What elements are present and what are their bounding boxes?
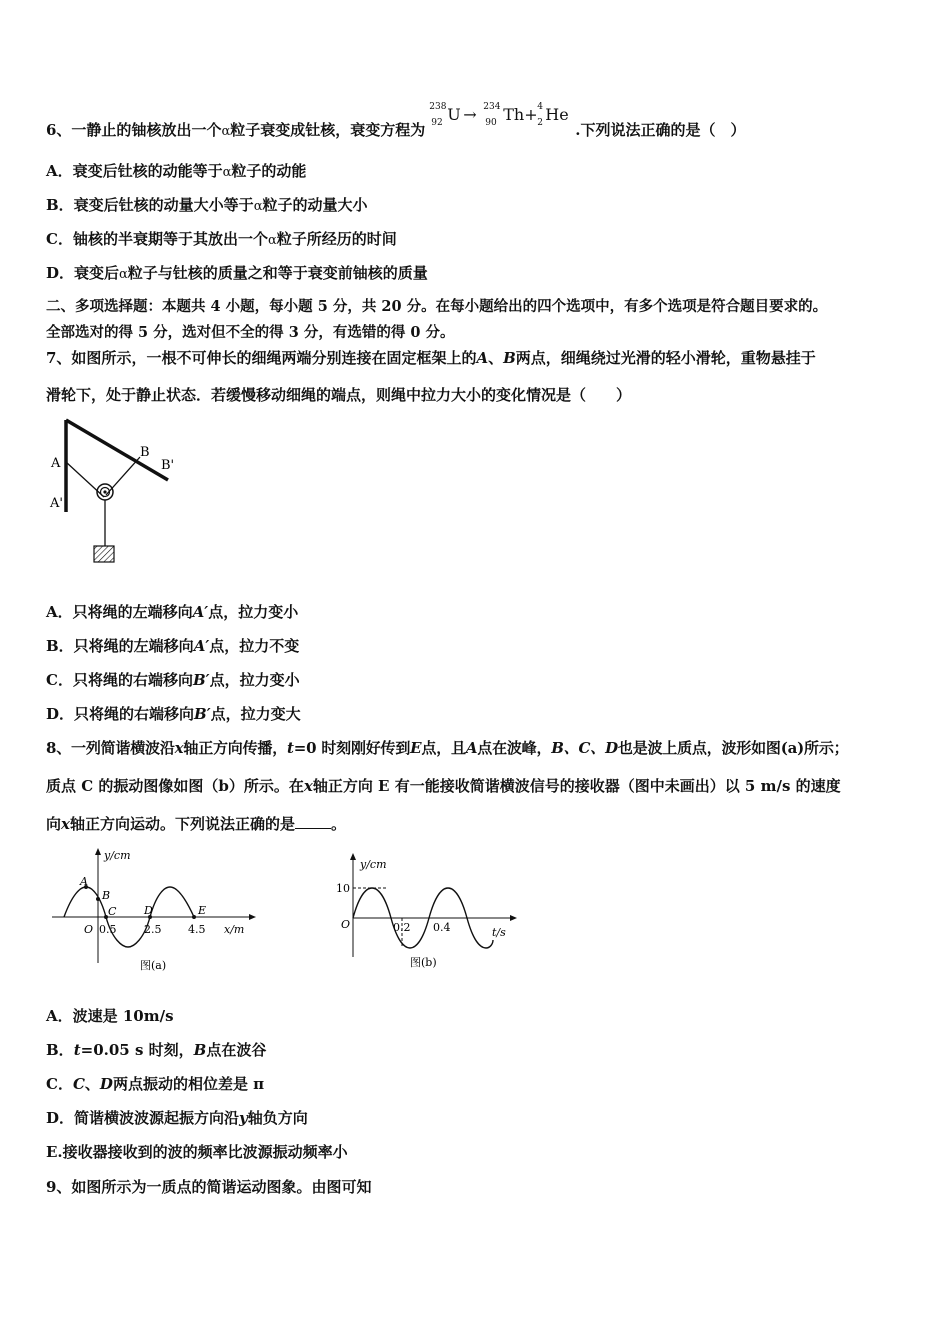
svg-text:2.5: 2.5 — [144, 923, 162, 936]
svg-text:10: 10 — [336, 882, 350, 895]
q8-option-e: E.接收器接收到的波的频率比波源振动频率小 — [46, 1143, 348, 1161]
svg-text:B: B — [102, 889, 111, 902]
q8-figure-a-waveform — [44, 845, 259, 975]
q8-stem-line2: 质点 C 的振动图像如图（b）所示。在x轴正方向 E 有一能接收简谐横波信号的接收器（图中未画出）以 5 m/s 的速度 — [46, 777, 841, 795]
figb-caption: 图(b) — [410, 956, 437, 969]
svg-text:O: O — [84, 923, 94, 936]
figb-ylabel: y/cm — [360, 858, 387, 871]
frame-slanted-bar — [66, 420, 168, 480]
alpha-symbol: α — [221, 124, 231, 139]
q9-stem: 9、如图所示为一质点的简谐运动图象。由图可知 — [46, 1178, 372, 1196]
svg-text:O: O — [341, 918, 351, 931]
label-a: A — [51, 456, 61, 471]
decay-equation: 238 92 U → 234 90 Th+ 4 2 He — [429, 102, 569, 128]
q6-option-a: A．衰变后钍核的动能等于α粒子的动能 — [46, 162, 307, 180]
figa-ylabel: y/cm — [104, 849, 131, 862]
point-e — [192, 915, 196, 919]
q7-option-d: D．只将绳的右端移向B′点，拉力变大 — [46, 705, 301, 723]
q6-option-b: B．衰变后钍核的动量大小等于α粒子的动量大小 — [46, 196, 368, 214]
q6-option-c: C．铀核的半衰期等于其放出一个α粒子所经历的时间 — [46, 230, 397, 248]
label-b-prime: B' — [161, 458, 175, 473]
svg-text:0.5: 0.5 — [99, 923, 117, 936]
figa-xlabel: x/m — [224, 923, 245, 936]
q6-stem: 6、一静止的铀核放出一个α粒子衰变成钍核，衰变方程为 238 92 U → 234 90 Th+ 4 2 He .下列说法正确的是（ ） — [46, 102, 746, 139]
figa-caption: 图(a) — [140, 959, 167, 972]
q8-option-c: C．C、D两点振动的相位差是 π — [46, 1075, 265, 1093]
section2-heading-line1: 二、多项选择题：本题共 4 小题，每小题 5 分，共 20 分。在每小题给出的四个选项中，有多个选项是符合题目要求的。 — [46, 298, 828, 315]
section2-heading-line2: 全部选对的得 5 分，选对但不全的得 3 分，有选错的得 0 分。 — [46, 324, 455, 341]
figb-xlabel: t/s — [492, 926, 506, 939]
q7-option-b: B．只将绳的左端移向A′点，拉力不变 — [46, 637, 300, 655]
q8-stem-line3: 向x轴正方向运动。下列说法正确的是 。 — [46, 815, 346, 833]
svg-text:A: A — [80, 875, 88, 888]
svg-text:E: E — [198, 904, 207, 917]
q8-option-b: B．t=0.05 s 时刻，B点在波谷 — [46, 1041, 267, 1059]
svg-text:0.2: 0.2 — [393, 921, 411, 934]
weight-block — [94, 546, 114, 562]
q8-option-d: D．简谐横波波源起振方向沿y轴负方向 — [46, 1109, 308, 1127]
q7-stem-line2: 滑轮下，处于静止状态．若缓慢移动细绳的端点，则绳中拉力大小的变化情况是（ ） — [46, 386, 632, 404]
svg-text:D: D — [144, 904, 153, 917]
rope-right — [106, 457, 140, 495]
q7-stem-line1: 7、如图所示，一根不可伸长的细绳两端分别连接在固定框架上的A、B两点，细绳绕过光滑的轻小滑轮，重物悬挂于 — [46, 349, 816, 367]
answer-blank — [295, 814, 331, 829]
label-a-prime: A' — [50, 496, 63, 511]
svg-text:C: C — [108, 905, 117, 918]
svg-text:0.4: 0.4 — [433, 921, 451, 934]
q8-option-a: A．波速是 10m/s — [46, 1007, 174, 1025]
svg-text:4.5: 4.5 — [188, 923, 206, 936]
q7-option-c: C．只将绳的右端移向B′点，拉力变小 — [46, 671, 300, 689]
q8-figure-b-vibration — [330, 852, 525, 972]
point-b — [96, 897, 100, 901]
rope-left — [66, 462, 104, 497]
q7-pulley-figure — [44, 412, 184, 570]
q8-stem-line1: 8、一列简谐横波沿x轴正方向传播，t=0 时刻刚好传到E点，且A点在波峰，B、C、D也是波上质点，波形如图(a)所示； — [46, 739, 849, 757]
q6-option-d: D．衰变后α粒子与钍核的质量之和等于衰变前铀核的质量 — [46, 264, 428, 282]
q7-option-a: A．只将绳的左端移向A′点，拉力变小 — [46, 603, 299, 621]
label-b: B — [140, 445, 150, 460]
